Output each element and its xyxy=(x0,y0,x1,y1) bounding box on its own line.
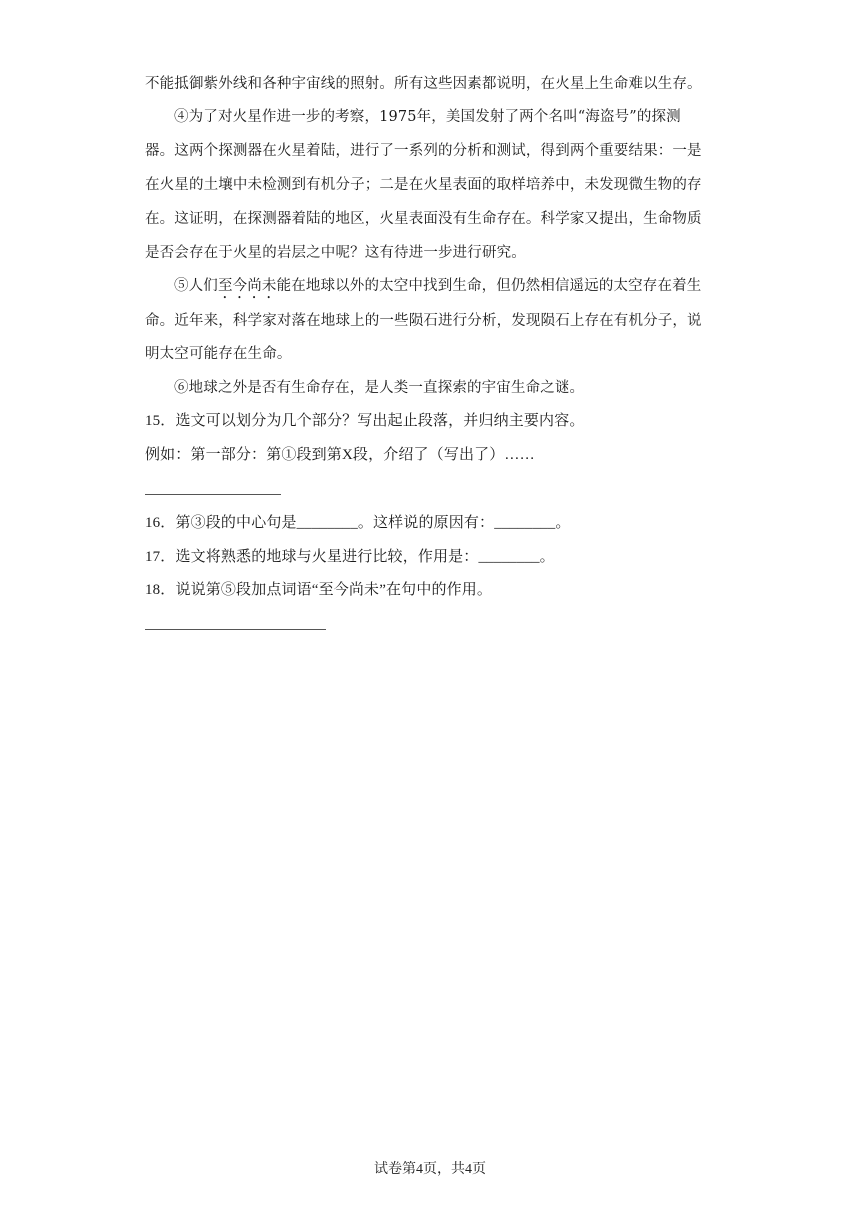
paragraph-4-line-4: 在。这证明，在探测器着陆的地区，火星表面没有生命存在。科学家又提出，生命物质 xyxy=(145,211,702,227)
question-18: 18．说说第⑤段加点词语“至今尚未”在句中的作用。 xyxy=(145,582,493,598)
paragraph-5-line-3: 明太空可能存在生命。 xyxy=(145,346,292,362)
question-16: 16．第③段的中心句是________。这样说的原因有：________。 xyxy=(145,515,571,531)
answer-line-18[interactable] xyxy=(145,629,326,630)
page-footer: 试卷第4页，共4页 xyxy=(374,1162,486,1177)
paragraph-4-line-1: ④为了对火星作进一步的考察，1975年，美国发射了两个名叫“海盗号”的探测 xyxy=(174,109,681,125)
question-17: 17．选文将熟悉的地球与火星进行比较，作用是：________。 xyxy=(145,549,555,565)
answer-line-15[interactable] xyxy=(145,494,281,495)
question-15-example: 例如：第一部分：第①段到第X段，介绍了（写出了）…… xyxy=(145,447,535,463)
dotted-phrase: 至今尚未 xyxy=(217,278,277,294)
paragraph-6: ⑥地球之外是否有生命存在，是人类一直探索的宇宙生命之谜。 xyxy=(174,380,585,396)
paragraph-5-suffix: 能在地球以外的太空中找到生命，但仍然相信遥远的太空存在着生 xyxy=(276,278,702,294)
question-15: 15．选文可以划分为几个部分？写出起止段落，并归纳主要内容。 xyxy=(145,413,585,429)
paragraph-5-line-1 xyxy=(174,276,701,302)
paragraph-4-line-5: 是否会存在于火星的岩层之中呢？这有待进一步进行研究。 xyxy=(145,245,526,261)
paragraph-3-tail: 不能抵御紫外线和各种宇宙线的照射。所有这些因素都说明，在火星上生命难以生存。 xyxy=(145,76,702,92)
paragraph-4-line-3: 在火星的土壤中未检测到有机分子；二是在火星表面的取样培养中，未发现微生物的存 xyxy=(145,177,702,193)
paragraph-5-line-2: 命。近年来，科学家对落在地球上的一些陨石进行分析，发现陨石上存在有机分子，说 xyxy=(145,313,702,329)
paragraph-4-line-2: 器。这两个探测器在火星着陆，进行了一系列的分析和测试，得到两个重要结果：一是 xyxy=(145,143,702,159)
paragraph-5-prefix: ⑤人们 xyxy=(174,278,218,294)
